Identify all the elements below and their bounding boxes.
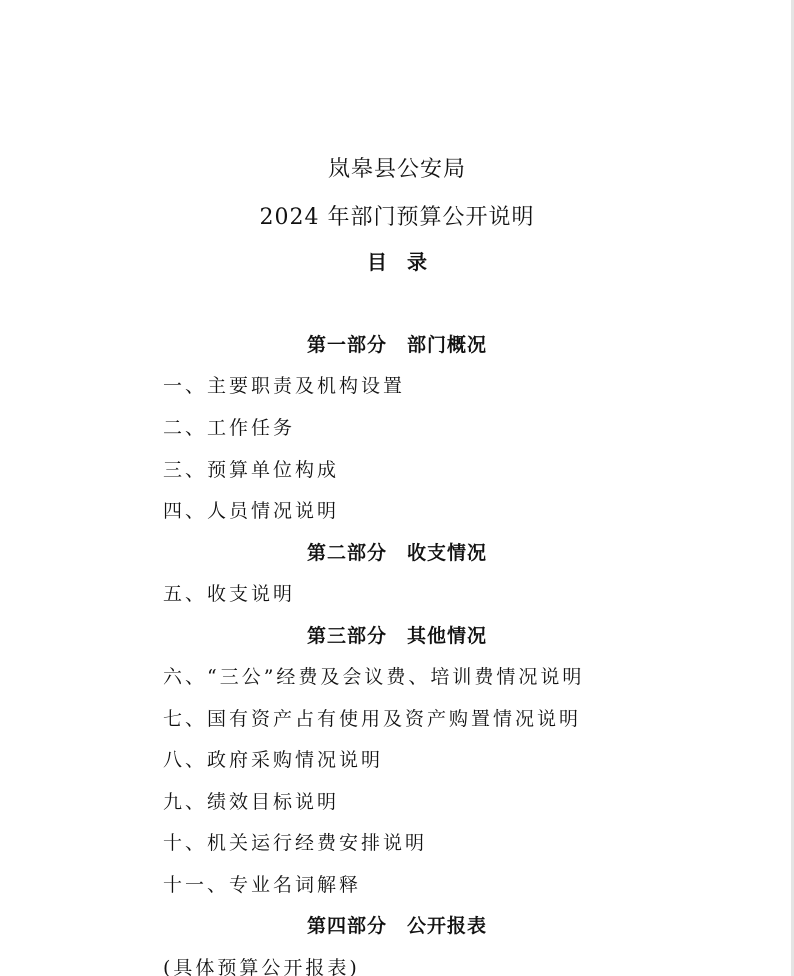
part4-heading: 第四部分 公开报表 xyxy=(306,915,487,937)
toc-item[interactable]: 八、政府采购情况说明 xyxy=(163,749,384,771)
toc-item[interactable]: 十、机关运行经费安排说明 xyxy=(163,832,428,854)
toc-item[interactable]: 四、人员情况说明 xyxy=(163,500,340,522)
part2-heading: 第二部分 收支情况 xyxy=(306,542,487,564)
toc-item[interactable]: (具体预算公开报表) xyxy=(163,957,360,976)
toc-item[interactable]: 二、工作任务 xyxy=(163,417,296,439)
toc-item[interactable]: 一、主要职责及机构设置 xyxy=(163,375,406,397)
toc-item[interactable]: 九、绩效目标说明 xyxy=(163,791,340,813)
toc-item[interactable]: 三、预算单位构成 xyxy=(163,459,340,481)
toc-title: 目 录 xyxy=(367,250,427,274)
part1-heading: 第一部分 部门概况 xyxy=(306,334,487,356)
document-title: 2024 年部门预算公开说明 xyxy=(259,205,535,230)
toc-item[interactable]: 十一、专业名词解释 xyxy=(163,874,362,896)
organization-title: 岚皋县公安局 xyxy=(327,157,466,182)
toc-item[interactable]: 七、国有资产占有使用及资产购置情况说明 xyxy=(163,708,582,730)
toc-item[interactable]: 五、收支说明 xyxy=(163,583,296,605)
part3-heading: 第三部分 其他情况 xyxy=(306,625,487,647)
toc-item[interactable]: 六、“三公”经费及会议费、培训费情况说明 xyxy=(163,666,585,688)
